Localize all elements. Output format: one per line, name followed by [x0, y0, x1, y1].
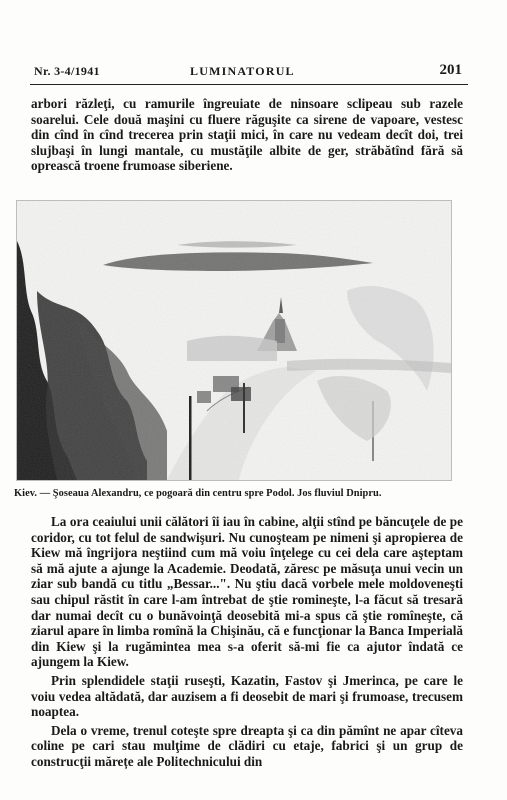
body-paragraph: Dela o vreme, trenul coteşte spre dreapta şi ca din pămînt ne apar cîteva coline pe cari stau mulţime de clădiri cu etaje, fabrici şi un grup de construcţii mărețe ale Politechnicului din: [31, 722, 463, 769]
issue-number: Nr. 3-4/1941: [34, 64, 100, 78]
page-number: 201: [439, 62, 462, 78]
figure-caption: Kiev. — Şoseaua Alexandru, ce pogoară din centru spre Podol. Jos fluviul Dnipru.: [14, 488, 382, 499]
kiev-photograph: [16, 200, 452, 481]
body-paragraph: Prin splendidele staţii ruseşti, Kazatin, Fastov şi Jmerinca, pe care le voiu vedea altădată, dar auzisem a fi deosebit de mari şi frumoase, trecusem noaptea.: [31, 672, 463, 720]
header-rule: [30, 84, 468, 85]
intro-paragraph: arbori răzleţi, cu ramurile îngreuiate de ninsoare sclipeau sub razele soarelui. Cele două maşini cu fluere răguşite ca sirene de vapoare, vestesc din cînd în cînd trecerea prin staţii mici, în care nu vedeam decît doi, trei slujbaşi în lungi mantale, cu mustăţile albite de ger, străbătînd fără să oprească troene frumoase siberiene.: [31, 96, 463, 174]
body-text-block: [31, 514, 463, 773]
journal-title: LUMINATORUL: [190, 64, 295, 78]
page-header: [34, 62, 462, 82]
body-paragraph: La ora ceaiului unii călători îi iau în cabine, alţii stînd pe băncuţele de pe coridor, cu tot felul de sandwişuri. Nu cunoşteam pe nimeni şi apropierea de Kiew mă îngrijora neştiind cum mă voiu înţelege cu cei dela care aşteptam să mă ajute a ajunge la Academie. Deodată, zăresc pe măsuţa unui vecin un ziar sub bandă cu titlu „Bessar...". Nu ştiu dacă vorbele mele moldoveneşti sau chipul răstit în care l-am întrebat de ştie romineşte, l-a făcut să tresară dar numai decît cu o bunăvoinţă deosebită mi-a spus că ştie romîneşte, că ziarul apare în limba romînă la Chişinău, că e funcţionar la Banca Imperială din Kiew şi la rugămintea mea s-a oferit să-mi fie ca ajutor îndată ce ajungem la Kiew.: [31, 514, 463, 670]
photo-illustration: [17, 201, 451, 480]
intro-text-block: [31, 96, 463, 174]
